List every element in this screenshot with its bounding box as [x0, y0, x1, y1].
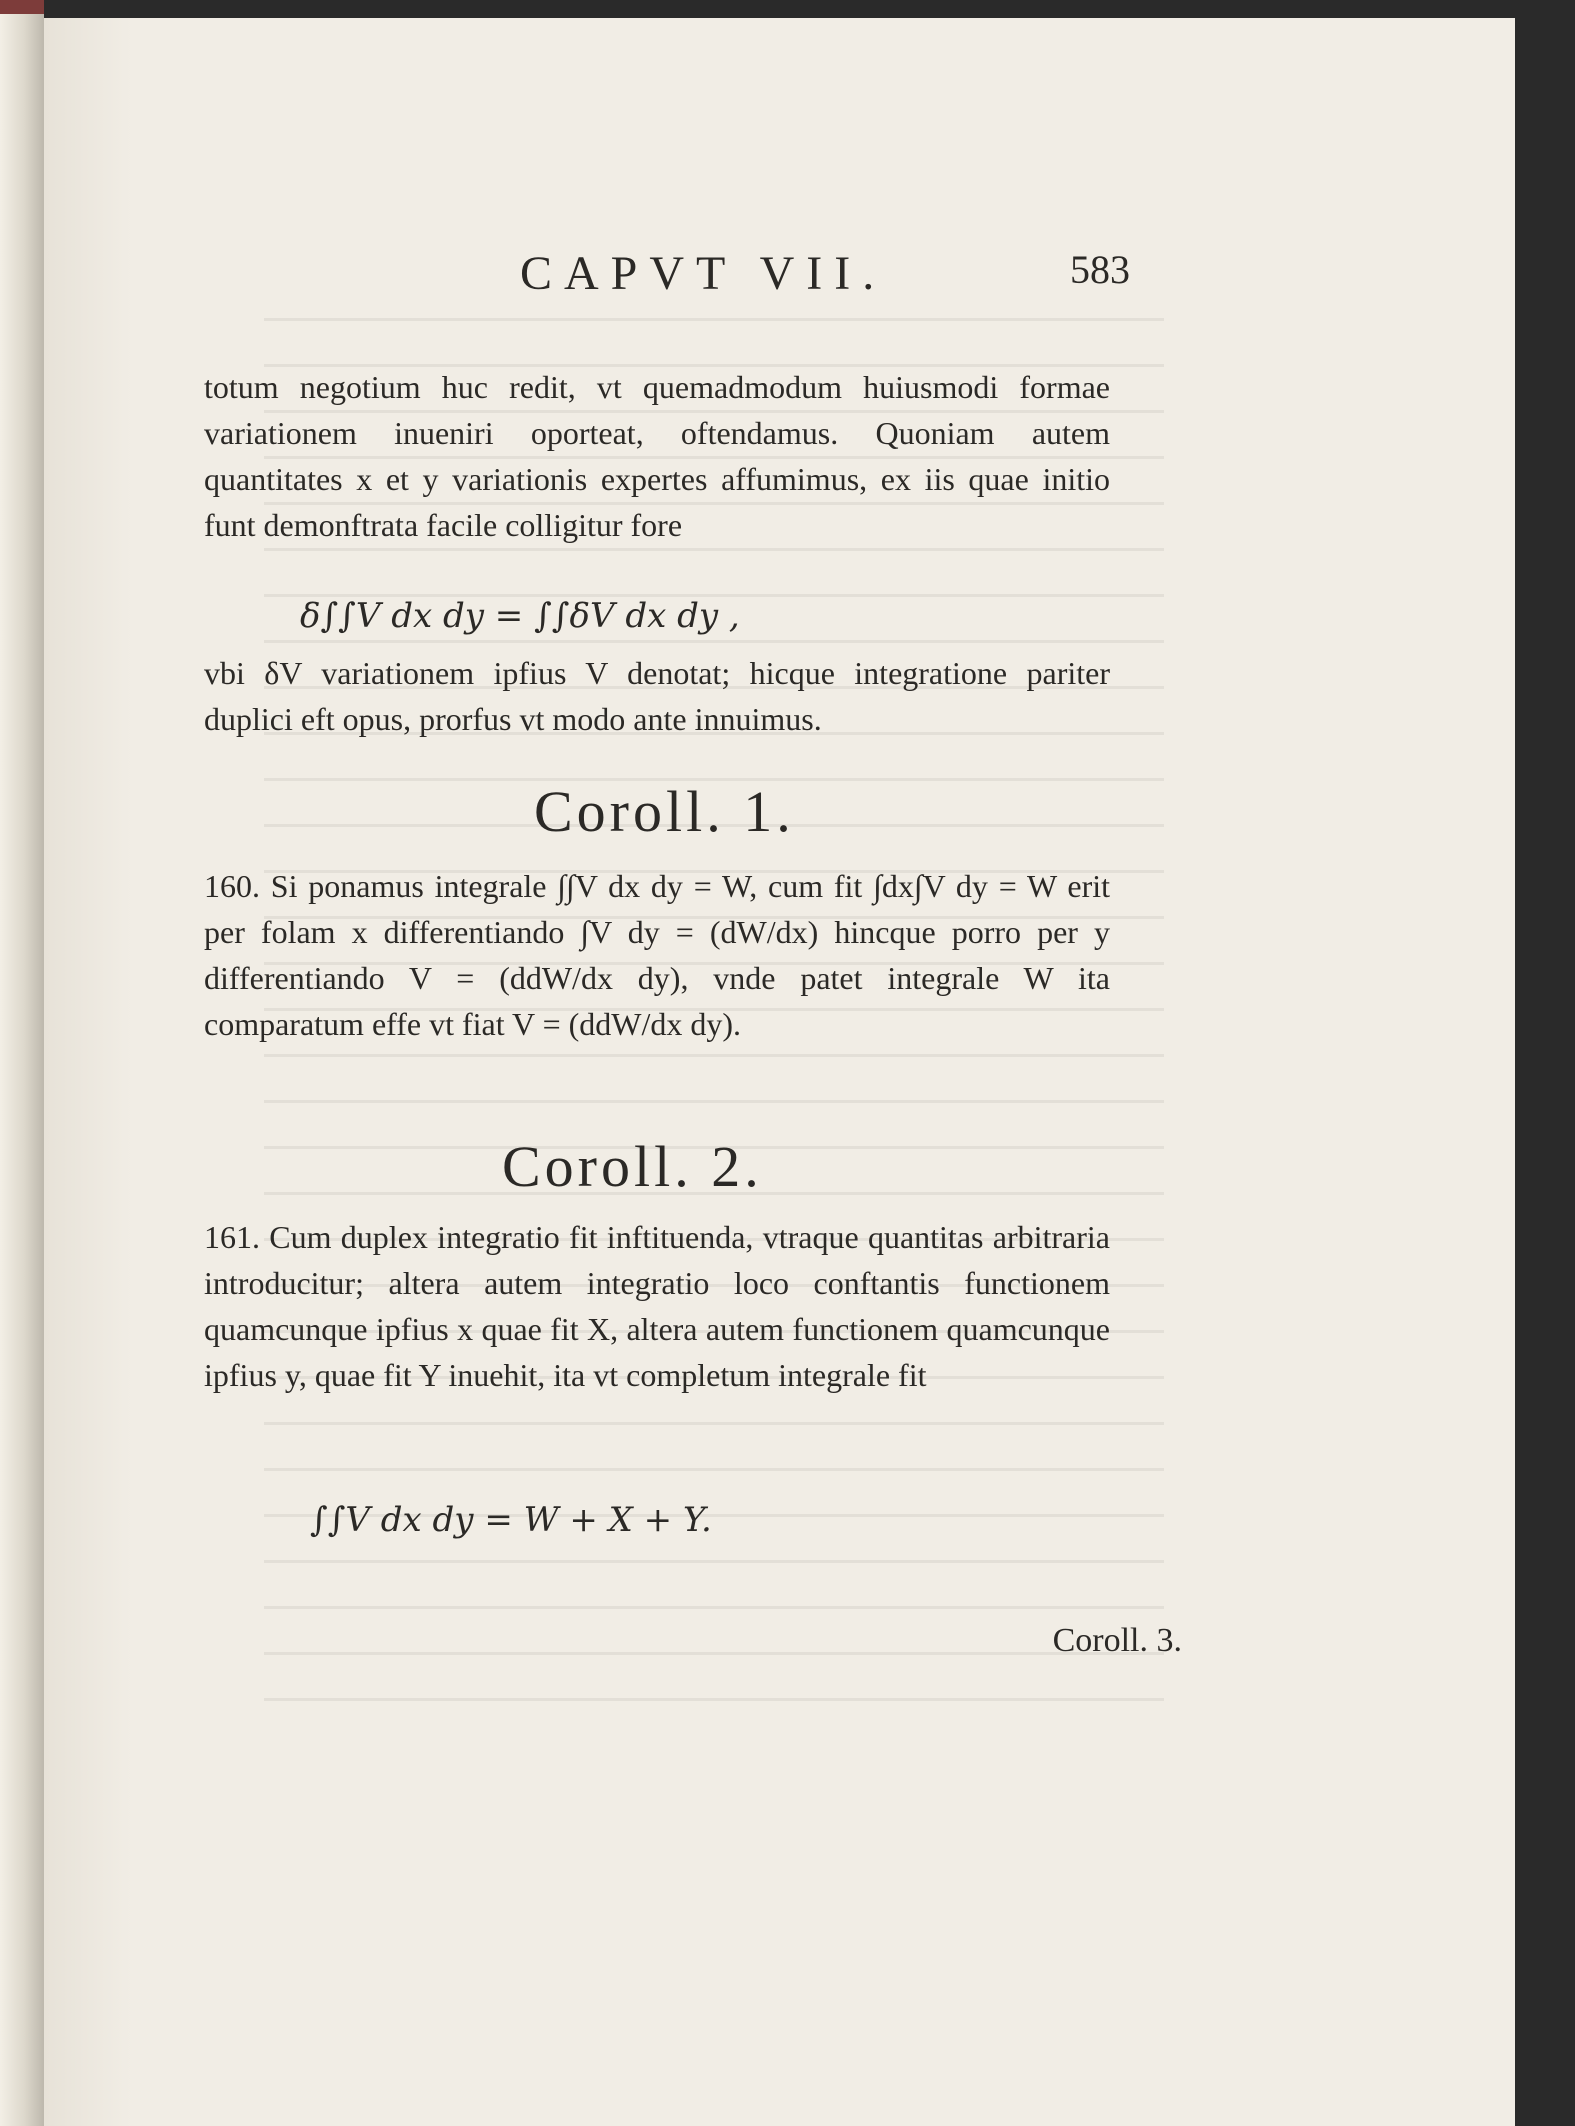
paragraph-4 — [204, 1214, 1110, 1398]
formula-2: ∫∫V dx dy = W + X + Y. — [310, 1500, 712, 1540]
corollary-2-heading: Coroll. 2. — [502, 1134, 763, 1199]
catchword: Coroll. 3. — [1052, 1622, 1182, 1659]
page-content — [44, 18, 1224, 2126]
paragraph-1 — [204, 364, 1110, 548]
formula-1: δ∫∫V dx dy = ∫∫δV dx dy , — [300, 596, 740, 636]
corollary-1-heading: Coroll. 1. — [534, 779, 795, 844]
paragraph-2 — [204, 650, 1110, 742]
page-number: 583 — [1070, 247, 1130, 292]
page-header — [220, 246, 1130, 346]
binding-edge — [0, 0, 44, 14]
book-page — [44, 18, 1515, 2126]
paragraph-2-text: vbi δV variationem ipfius V denotat; hicque integratione pariter duplici eft opus, prorfus vt modo ante innuimus. — [204, 655, 1110, 737]
paragraph-3 — [204, 863, 1110, 1047]
running-head: CAPVT VII. — [520, 247, 887, 300]
book-binding — [0, 0, 44, 2126]
paragraph-4-text: 161. Cum duplex integratio fit inftituenda, vtraque quantitas arbitraria introducitur; altera autem integratio loco conftantis functionem quamcunque ipfius x quae fit X, altera autem functionem quamcunque ipfius y, quae fit Y inuehit, ita vt completum integrale fit — [204, 1219, 1110, 1393]
paragraph-3-text: 160. Si ponamus integrale ∫∫V dx dy = W, cum fit ∫dx∫V dy = W erit per folam x differentiando ∫V dy = (dW/dx) hincque porro per y differentiando V = (ddW/dx dy), vnde patet integrale W ita comparatum effe vt fiat V = (ddW/dx dy). — [204, 868, 1110, 1042]
paragraph-1-text: totum negotium huc redit, vt quemadmodum huiusmodi formae variationem inueniri oporteat, oftendamus. Quoniam autem quantitates x et y variationis expertes affumimus, ex iis quae initio funt demonftrata facile colligitur fore — [204, 369, 1110, 543]
